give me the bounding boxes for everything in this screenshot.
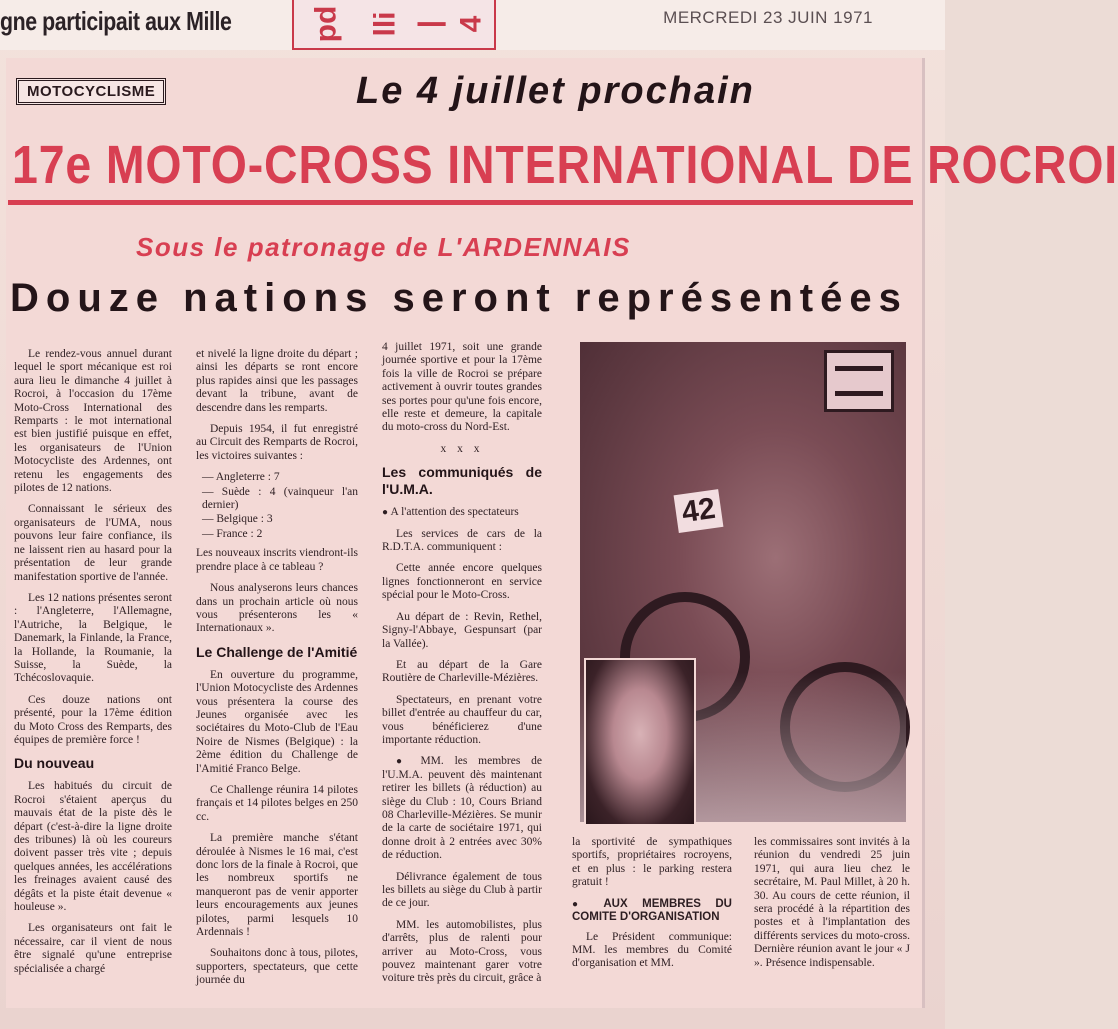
paragraph: MM. les automobilistes, plus d'arrêts, plus de ralenti pour arriver au Moto-Cross, vous pouvez maintenant garer votre voiture très près du circuit, grâce à bbox=[382, 918, 542, 985]
issue-date: MERCREDI 23 JUIN 1971 bbox=[663, 8, 873, 27]
subheading-comite: ● AUX MEMBRES DU COMITE D'ORGANISATION bbox=[572, 898, 732, 925]
newspaper-logo-icon bbox=[824, 350, 894, 412]
subheading-communiques: Les communiqués de l'U.M.A. bbox=[382, 464, 542, 498]
subheading-nouveau: Du nouveau bbox=[14, 755, 95, 772]
paragraph: 4 juillet 1971, soit une grande journée sportive et pour la 17ème fois la ville de Rocroi se prépare activement à ouvrir toutes grandes ses portes pour qu'une fois encore, elle reste et demeure, la capitale du moto-cross du Nord-Est. bbox=[382, 341, 542, 434]
paragraph: Le Président communique: MM. les membres du Comité d'organisation et MM. bbox=[572, 930, 732, 970]
list-item: — France : 2 bbox=[202, 527, 263, 540]
red-divider bbox=[8, 200, 913, 205]
race-number: 42 bbox=[674, 489, 724, 533]
subheading-challenge: Le Challenge de l'Amitié bbox=[196, 643, 358, 660]
paragraph: Délivrance également de tous les billets au siège du Club à partir de ce jour. bbox=[382, 870, 542, 910]
paragraph: Connaissant le sérieux des organisateurs de l'UMA, nous pouvons leur faire confiance, ils ne laissent rien au hasard pour la présentation de leur grande manifestation sportive de l'année. bbox=[14, 503, 172, 583]
rider-portrait bbox=[584, 658, 696, 826]
paragraph: Nous analyserons leurs chances dans un prochain article où nous vous présenterons les « Internationaux ». bbox=[196, 582, 358, 635]
rubric-label: MOTOCYCLISME bbox=[16, 78, 166, 105]
column-3 bbox=[382, 341, 542, 994]
paragraph: Depuis 1954, il fut enregistré au Circuit des Remparts de Rocroi, les victoires suivantes : bbox=[196, 423, 358, 462]
paragraph: En ouverture du programme, l'Union Motocycliste des Ardennes vous présentera la course des Jeunes organisée avec les sociétaires du Moto-Club de l'Eau Noire de Nismes (Belgique) : la 2ème édition du Challenge de l'Amitié Franco Belge. bbox=[196, 668, 358, 775]
paragraph: la sportivité de sympathiques sportifs, propriétaires rocroyens, et en plus : le parking restera gratuit ! bbox=[572, 836, 732, 889]
previous-article-line: gne participait aux Mille bbox=[0, 6, 232, 36]
list-item: — Suède : 4 (vainqueur l'an dernier) bbox=[202, 485, 358, 512]
bullet-paragraph: ● A l'attention des spectateurs bbox=[382, 506, 542, 519]
column-1 bbox=[14, 348, 172, 984]
column-4 bbox=[572, 836, 732, 979]
column-2 bbox=[196, 348, 358, 996]
paragraph: Souhaitons donc à tous, pilotes, supporters, spectateurs, que cette journée du bbox=[196, 947, 358, 987]
paragraph: les commissaires sont invités à la réunion du vendredi 25 juin 1971, qui aura lieu chez le secrétaire, M. Paul Millet, à 20 h. 30. Au cours de cette réunion, il sera procédé à la répartition des postes et à l'implantation des différents services du moto-cross. Dernière réunion avant le jour « J ». Présence indispensable. bbox=[754, 836, 910, 969]
red-masthead-box bbox=[292, 0, 496, 50]
paragraph: La première manche s'étant déroulée à Nismes le 16 mai, c'est donc lors de la finale à Rocroi, que les nombreux sportifs ne manqueront pas de venir apporter leurs encouragements aux jeunes pilotes, parmi lesquels 10 Ardennais ! bbox=[196, 832, 358, 939]
list-item: — Belgique : 3 bbox=[202, 513, 273, 526]
top-strip bbox=[0, 0, 945, 50]
paragraph: Les 12 nations présentes seront : l'Angleterre, l'Allemagne, l'Autriche, la Belgique, le Danemark, la Finlande, la France, la Hollande, la Roumanie, la Suisse, la Suède, la Tchécoslovaquie. bbox=[14, 591, 172, 685]
paragraph: Au départ de : Revin, Rethel, Signy-l'Abbaye, Gespunsart (par la Vallée). bbox=[382, 610, 542, 650]
article-headline: Douze nations seront représentées bbox=[10, 276, 908, 320]
paragraph: Les nouveaux inscrits viendront-ils prendre place à ce tableau ? bbox=[196, 547, 358, 573]
paragraph: Et au départ de la Gare Routière de Charleville-Mézières. bbox=[382, 658, 542, 685]
paragraph: Les organisateurs ont fait le nécessaire, car il vient de nous être signalé qu'une entreprise spécialisée a chargé bbox=[14, 922, 172, 975]
paragraph: et nivelé la ligne droite du départ ; ainsi les départs se ront encore plus rapides ainsi que les passages devant la tribune, avant de descendre dans les remparts. bbox=[196, 348, 358, 414]
separator: x x x bbox=[440, 442, 484, 455]
paragraph: Spectateurs, en prenant votre billet d'entrée au chauffeur du car, vous bénéficierez d'une importante réduction. bbox=[382, 693, 542, 746]
red-box-glyph: | bbox=[413, 19, 447, 29]
main-title: 17e MOTO-CROSS INTERNATIONAL DE ROCROI bbox=[12, 135, 1118, 195]
paragraph: Le rendez-vous annuel durant lequel le sport mécanique est roi aura lieu le dimanche 4 juillet à Rocroi, à l'occasion du 17ème Moto-Cross International des Remparts : le mot international est bien justifié puisque en effet, les organisateurs de l'Union Motocycliste des Ardennes, ont retenu les engagements des pilotes de 12 nations. bbox=[14, 348, 172, 495]
date-headline: Le 4 juillet prochain bbox=[356, 70, 755, 112]
paragraph: Ces douze nations ont présenté, pour la 17ème édition du Moto Cross des Remparts, des équipes de première force ! bbox=[14, 693, 172, 746]
red-box-glyph: pd bbox=[309, 5, 343, 43]
patronage-line: Sous le patronage de L'ARDENNAIS bbox=[136, 232, 631, 262]
paragraph: Les services de cars de la R.D.T.A. communiquent : bbox=[382, 527, 542, 554]
paragraph: Ce Challenge réunira 14 pilotes français et 14 pilotes belges en 250 cc. bbox=[196, 783, 358, 823]
victories-list bbox=[196, 471, 358, 541]
article-clipping bbox=[6, 58, 1118, 1008]
column-5 bbox=[754, 836, 910, 978]
red-box-glyph: lli bbox=[368, 11, 402, 37]
list-item: — Angleterre : 7 bbox=[202, 471, 280, 484]
bullet-paragraph: ● MM. les membres de l'U.M.A. peuvent dès maintenant retirer les billets (à réduction) au siège du Club : 10, Cours Briand 08 Charleville-Mézières. Se munir de la carte de sociétaire 1971, qui donne droit à 2 entrées avec 30% de réduction. bbox=[382, 755, 542, 862]
red-box-glyph: 4 bbox=[454, 15, 488, 33]
paragraph: Cette année encore quelques lignes fonctionneront en service spécial pour le Moto-Cross. bbox=[382, 562, 542, 602]
paragraph: Les habitués du circuit de Rocroi s'étaient aperçus du mauvais état de la piste dès le départ (c'est-à-dire la ligne droite des tribunes) là où les coureurs doivent passer très vite ; depuis quelques années, les accélérations les freinages avaient causé des dégâts et la piste était devenue « houleuse ». bbox=[14, 780, 172, 914]
